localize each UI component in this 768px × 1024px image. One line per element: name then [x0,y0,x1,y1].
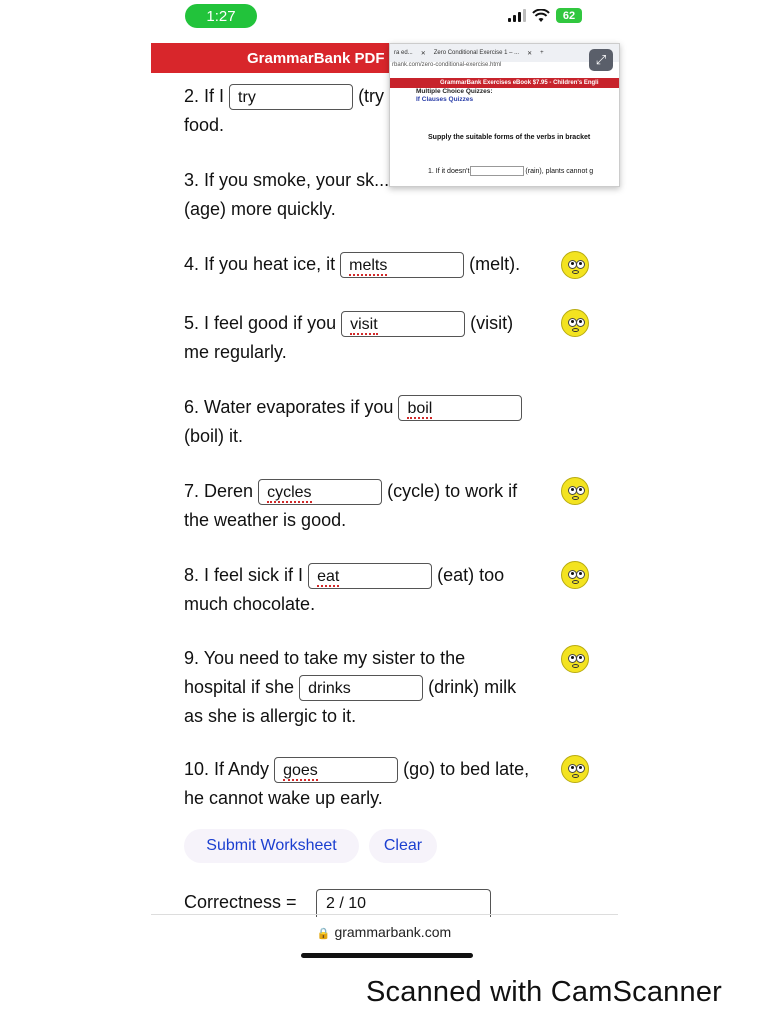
address-domain: grammarbank.com [334,924,452,940]
pip-quiz-title [390,88,619,104]
answer-input[interactable]: visit [341,311,465,337]
answer-input[interactable]: goes [274,757,398,783]
divider [151,914,618,915]
question-text: 5. I feel good if you [184,313,337,333]
close-icon[interactable]: ✕ [420,50,426,57]
scanner-watermark: Scanned with CamScanner [366,976,723,1008]
battery-icon: 62 [556,8,582,23]
add-tab-icon[interactable]: + [540,50,544,56]
submit-worksheet-button[interactable]: Submit Worksheet [184,829,359,863]
pip-window[interactable] [389,43,620,187]
question-text-cont: he cannot wake up early. [184,788,383,808]
question-hint: (melt). [469,254,521,274]
status-icons [508,8,582,23]
question-text: 3. If you smoke, your sk... [184,170,390,190]
status-time: 1:27 [185,4,257,28]
pip-quiz-link[interactable]: If Clauses Quizzes [416,96,474,103]
question-text: 2. If I [184,86,225,106]
question-10 [184,755,529,813]
question-6 [184,393,522,451]
answer-input[interactable]: cycles [258,479,382,505]
question-2 [184,82,384,140]
pip-tab-bar [390,44,619,62]
question-9 [184,644,516,731]
question-text-cont: the weather is good. [184,510,347,530]
question-text: 7. Deren [184,481,254,501]
pip-quiz-heading: Multiple Choice Quizzes: [416,88,493,95]
lock-icon: 🔒 [316,928,331,940]
incorrect-smiley-icon [561,309,589,337]
pip-instructions: Supply the suitable forms of the verbs in bracket [428,134,591,141]
correctness-label: Correctness = [184,892,297,912]
question-3 [184,166,389,224]
address-bar[interactable] [0,924,768,940]
pip-tab[interactable]: ra ed... [394,50,413,56]
incorrect-smiley-icon [561,561,589,589]
incorrect-smiley-icon [561,251,589,279]
pip-q1-text: 1. If it doesn't [428,167,470,175]
question-text-cont: as she is allergic to it. [184,706,357,726]
question-8 [184,561,504,619]
pip-url: rbank.com/zero-conditional-exercise.html [392,62,502,68]
close-icon[interactable]: ✕ [527,50,533,57]
answer-input[interactable]: drinks [299,675,423,701]
expand-icon[interactable]: ⤢ [589,49,613,71]
question-text-cont: (age) more quickly. [184,199,336,219]
question-text: 9. You need to take my sister to the [184,648,466,668]
question-text: 4. If you heat ice, it [184,254,336,274]
question-hint: (go) to bed late, [403,759,530,779]
question-hint: (visit) [470,313,514,333]
question-hint: (drink) milk [428,677,517,697]
answer-input[interactable]: eat [308,563,432,589]
site-title[interactable]: GrammarBank PDF [247,50,385,67]
pip-tab[interactable]: Zero Conditional Exercise 1 – ... [433,50,520,56]
question-text: 6. Water evaporates if you [184,397,394,417]
clear-button[interactable]: Clear [369,829,437,863]
question-text-cont: (boil) it. [184,426,244,446]
incorrect-smiley-icon [561,477,589,505]
answer-input[interactable]: try [229,84,353,110]
question-5 [184,309,513,367]
answer-input[interactable]: melts [340,252,464,278]
signal-icon [508,9,526,22]
incorrect-smiley-icon [561,755,589,783]
question-text: 8. I feel sick if I [184,565,304,585]
question-text-cont: hospital if she [184,677,295,697]
correctness-field: 2 / 10 [316,889,491,917]
question-hint: (try [358,86,385,106]
wifi-icon [532,9,550,23]
question-text: 10. If Andy [184,759,270,779]
pip-question-1 [428,166,593,176]
incorrect-smiley-icon [561,645,589,673]
question-hint: (eat) too [437,565,505,585]
answer-input[interactable]: boil [398,395,522,421]
question-hint: (cycle) to work if [387,481,518,501]
pip-banner[interactable]: GrammarBank Exercises eBook $7.95 - Children's Engli [390,78,619,88]
question-4 [184,250,520,279]
pip-q1-input[interactable] [470,166,524,176]
question-text-cont: food. [184,115,225,135]
home-indicator[interactable] [301,953,473,958]
question-text-cont: much chocolate. [184,594,316,614]
pip-q1-text-after: (rain), plants cannot g [525,167,594,175]
question-text-cont: me regularly. [184,342,287,362]
question-7 [184,477,517,535]
